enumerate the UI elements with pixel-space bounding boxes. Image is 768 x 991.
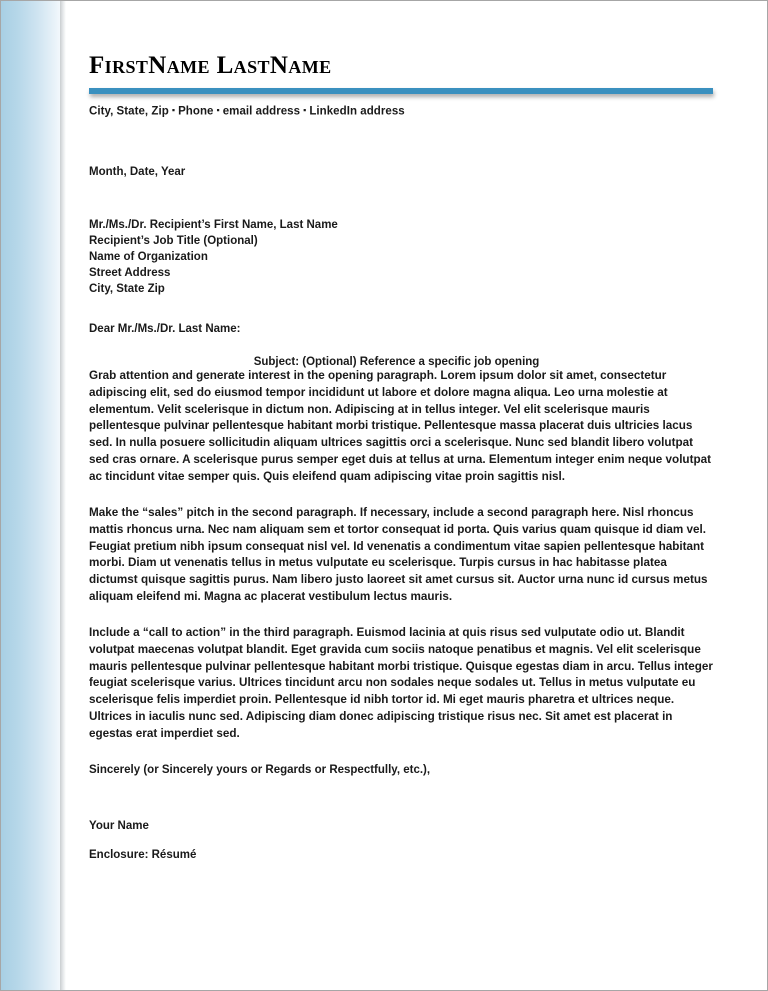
contact-location: City, State, Zip	[89, 105, 169, 117]
subject-line: Subject: (Optional) Reference a specific job opening	[253, 355, 540, 368]
enclosure-line: Enclosure: Résumé	[89, 848, 197, 861]
accent-rule	[89, 88, 713, 94]
bullet-separator-icon: ▪	[303, 104, 307, 115]
body-paragraph-2: Make the “sales” pitch in the second paragraph. If necessary, include a second paragraph here. Nisl rhoncus mattis rhoncus urna. Nec nam aliquam sem et tortor consequat id porta. Quis varius quam quisque id diam vel. Feugiat pretium nibh ipsum consequat nisl vel. Id venenatis a condimentum vitae sapien pellentesque habitant morbi. Diam ut venenatis tellus in metus vulputate eu scelerisque. Turpis cursus in hac habitasse platea dictumst quisque sagittis purus. Nam libero justo laoreet sit amet cursus sit. Auctor urna nunc id cursus metus aliquam eleifend mi. Magna ac placerat vestibulum lectus mauris.	[89, 505, 708, 604]
letter-date: Month, Date, Year	[89, 166, 186, 178]
page-title: FirstName LastName	[89, 52, 332, 79]
page-edge-divider	[60, 1, 66, 990]
recipient-name: Mr./Ms./Dr. Recipient’s First Name, Last Name	[89, 219, 338, 231]
body-paragraph-3: Include a “call to action” in the third paragraph. Euismod lacinia at quis risus sed vulputate odio ut. Blandit volutpat maecenas volutpat blandit. Eget gravida cum sociis natoque penatibus et magnis. Vel elit scelerisque mauris pellentesque pulvinar pellentesque habitant morbi tristique. Quisque egestas diam in arcu. Tellus integer feugiat scelerisque varius. Ultrices tincidunt arcu non sodales neque sodales ut. Tellus in metus vulputate eu scelerisque felis imperdiet proin. Pellentesque id nibh tortor id. Mi eget mauris pharetra et ultrices neque. Ultrices in iaculis nunc sed. Adipiscing diam donec adipiscing tristique risus nec. Sit amet est placerat in egestas erat imperdiet sed.	[89, 625, 713, 740]
contact-phone: Phone	[178, 105, 214, 117]
contact-linkedin: LinkedIn address	[309, 105, 405, 117]
signature-name: Your Name	[89, 819, 149, 832]
contact-email: email address	[222, 105, 301, 117]
contact-line	[89, 105, 714, 118]
recipient-organization: Name of Organization	[89, 250, 208, 263]
bullet-separator-icon: ▪	[171, 104, 176, 115]
letter-content	[89, 1, 714, 861]
closing-line: Sincerely (or Sincerely yours or Regards or Respectfully, etc.),	[89, 763, 431, 776]
recipient-city-state-zip: City, State Zip	[89, 282, 165, 295]
recipient-job-title: Recipient’s Job Title (Optional)	[89, 234, 258, 247]
decorative-side-band	[1, 1, 60, 990]
body-paragraph-1: Grab attention and generate interest in the opening paragraph. Lorem ipsum dolor sit amet, consectetur adipiscing elit, sed do eiusmod tempor incididunt ut labore et dolore magna aliqua. Leo urna molestie at elementum. Velit scelerisque in dictum non. Adipiscing at in tellus integer. Vel elit scelerisque mauris pellentesque pulvinar pellentesque habitant morbi tristique. Pellentesque massa placerat duis ultricies lacus sed. In nulla posuere sollicitudin aliquam ultrices sagittis orci a scelerisque. Nunc sed blandit libero volutpat sed cras ornare. A scelerisque purus semper eget duis at tellus at urna. Elementum integer enim neque volutpat ac tincidunt vitae semper quis. Quis eleifend quam adipiscing vitae proin sagittis nisl.	[89, 368, 711, 483]
recipient-address-block	[89, 218, 714, 298]
recipient-street-address: Street Address	[89, 266, 171, 279]
salutation: Dear Mr./Ms./Dr. Last Name:	[89, 322, 241, 335]
bullet-separator-icon: ▪	[216, 104, 220, 115]
